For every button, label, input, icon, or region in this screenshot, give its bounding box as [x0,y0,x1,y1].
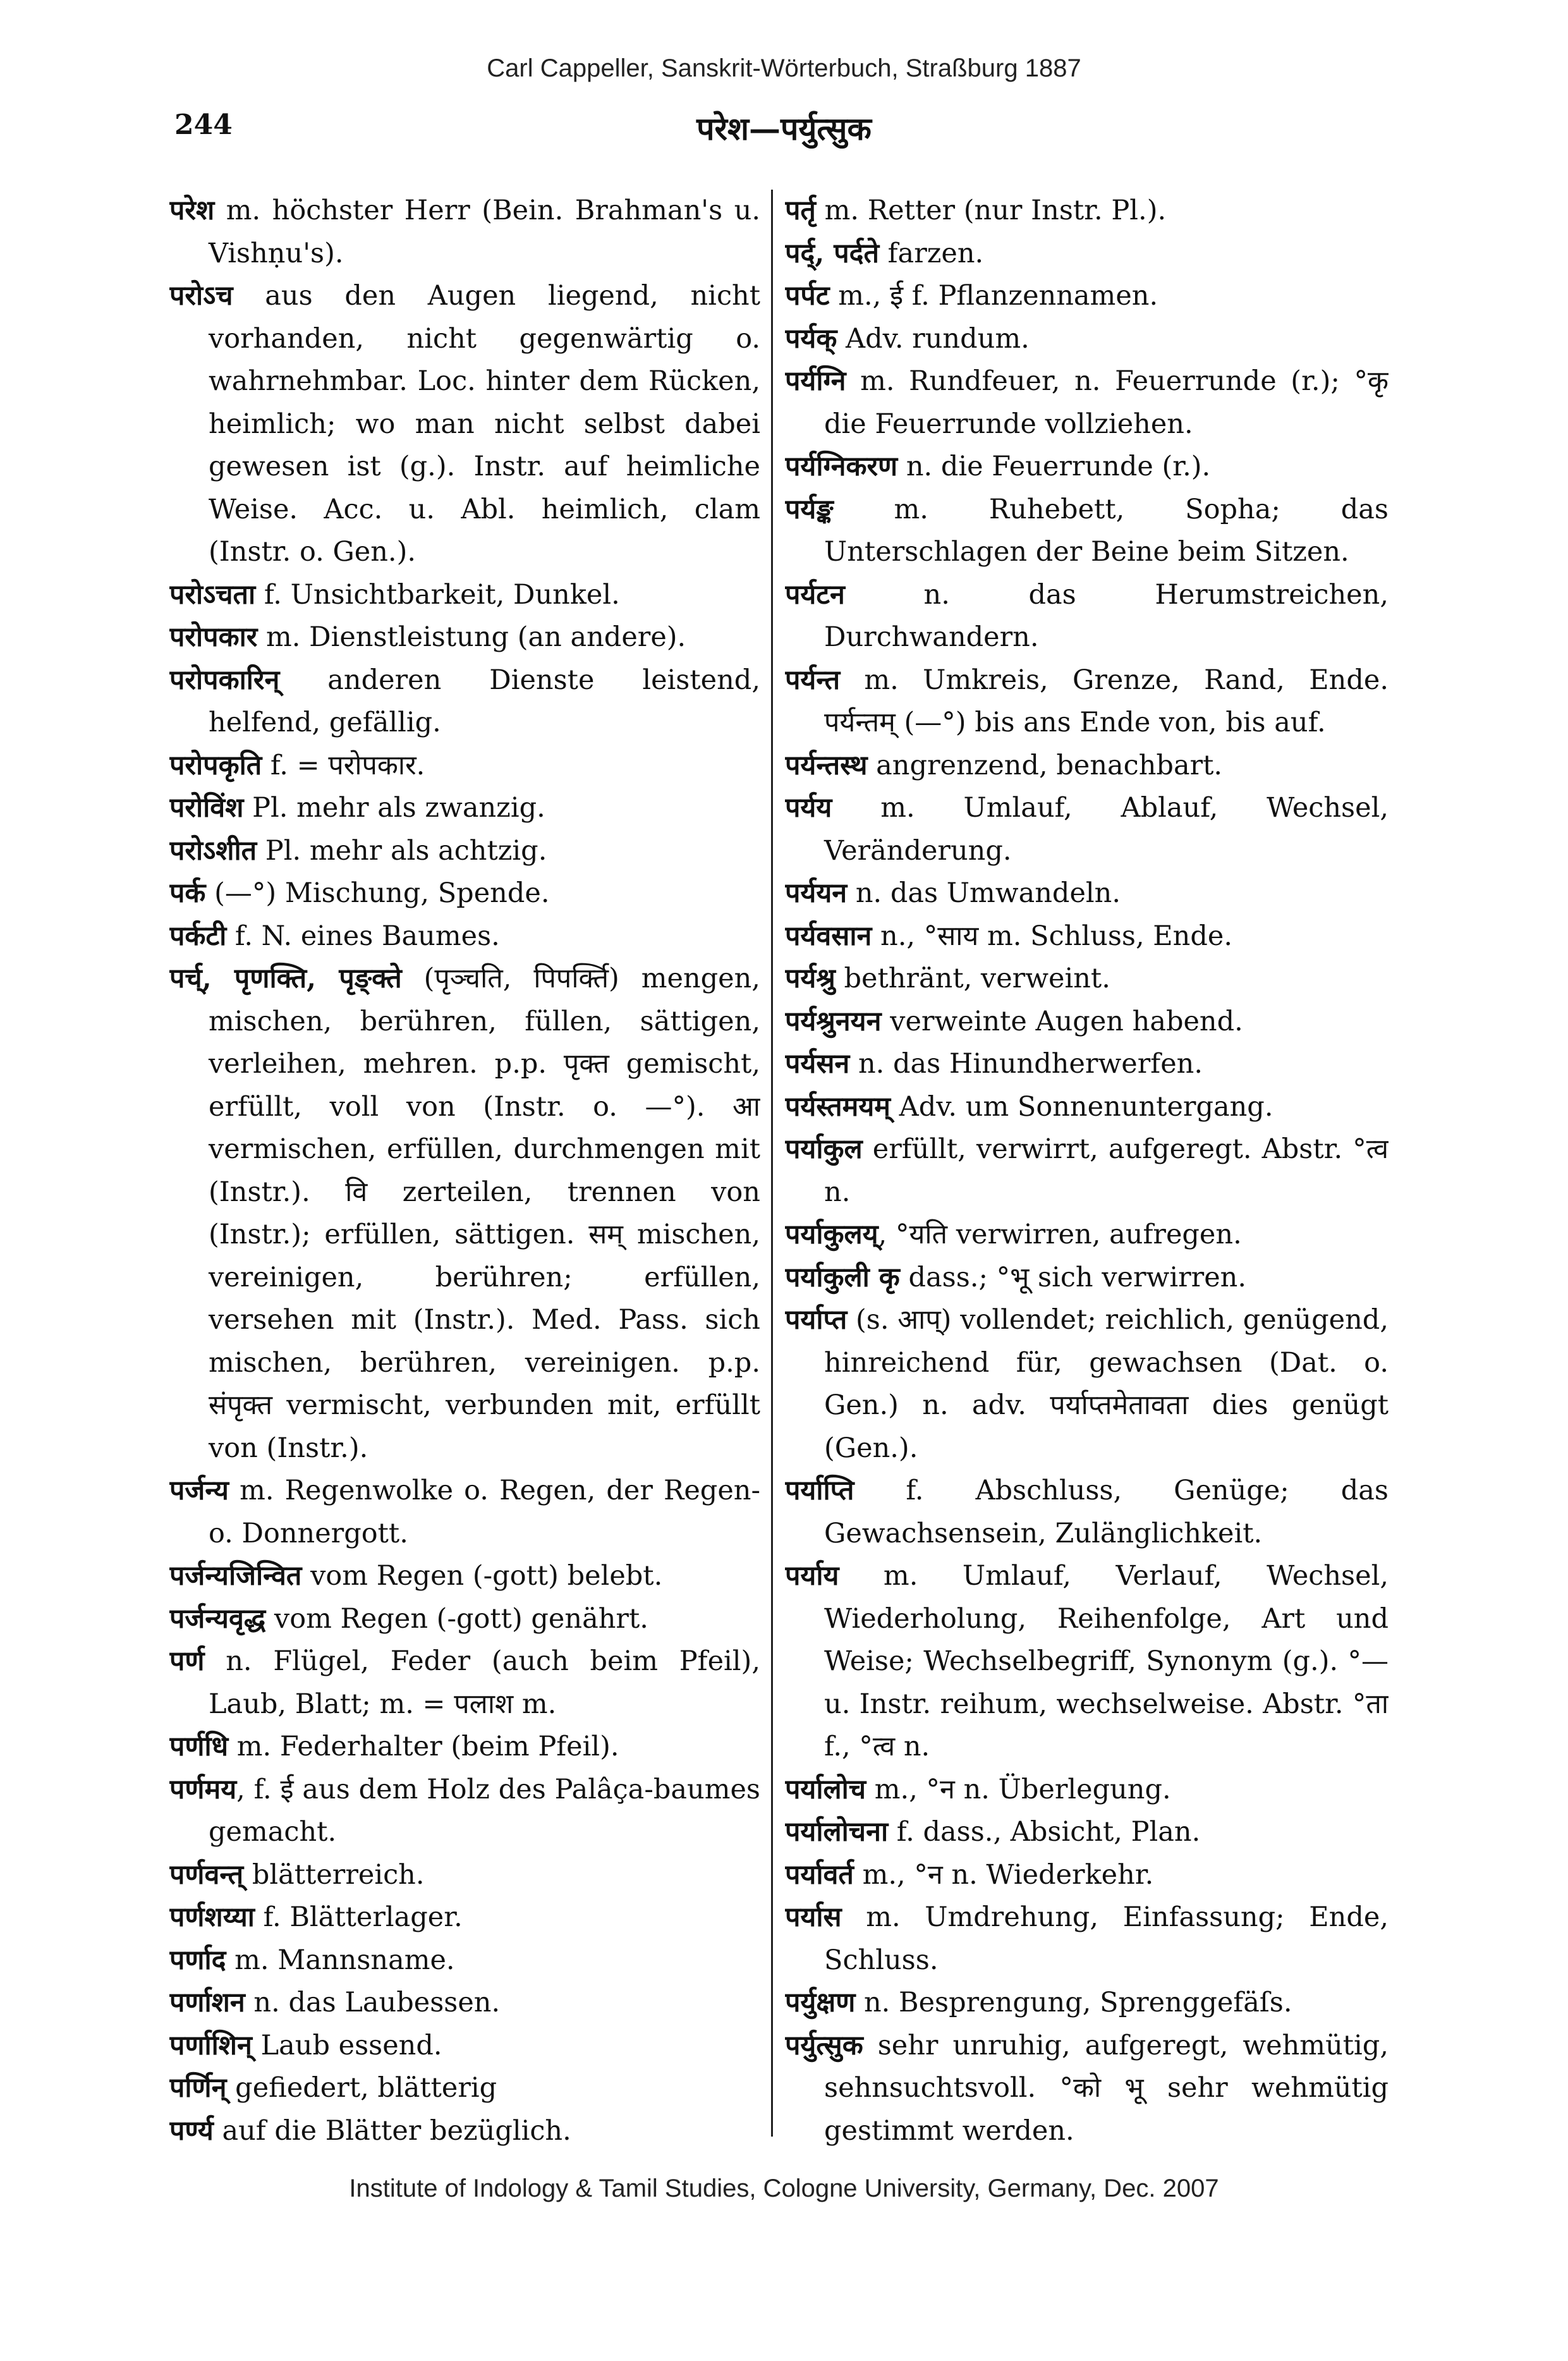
entry-definition: m. Federhalter (beim Pfeil). [228,1731,619,1762]
dictionary-entry [785,190,1389,233]
entry-headword: परोपकृति [169,749,262,781]
entry-headword: पर्याकुल [785,1133,863,1165]
entry-headword: पर्णाद [169,1944,226,1976]
dictionary-entry [169,2025,760,2068]
entry-definition: sehr unruhig, aufgeregt, wehmütig, sehnsuchtsvoll. °को भू sehr wehmütig gestimmt werden. [824,2029,1389,2147]
dictionary-entry [169,190,760,275]
entry-definition: f. Abschluss, Genüge; das Gewachsensein, Zulänglichkeit. [824,1475,1389,1549]
entry-definition: farzen. [878,237,984,269]
entry-definition: m. Umlauf, Verlauf, Wechsel, Wiederholung, Reihenfolge, Art und Weise; Wechselbegriff, Synonym (g.). °— u. Instr. reihum, wechselweise. Abstr. °ता f., °त्व n. [824,1560,1389,1762]
entry-headword: परोऽच [169,280,233,312]
entry-headword: परोऽचता [169,578,256,611]
entry-definition: (s. आप्) vollendet; reichlich, genügend, hinreichend für, gewachsen (Dat. o. Gen.) n. adv. पर्याप्तमेतावता dies genügt (Gen.). [824,1304,1389,1464]
dictionary-entry [169,1726,760,1769]
dictionary-entry [785,1128,1389,1214]
entry-headword: पर्णशय्या [169,1901,255,1933]
page-number: 244 [174,109,233,141]
dictionary-entry [169,915,760,958]
entry-definition: bethränt, verweint. [835,963,1110,994]
entry-definition: f. = परोपकार. [262,749,425,781]
entry-definition: n. das Herumstreichen, Durchwandern. [824,578,1389,653]
dictionary-entry [785,318,1389,361]
left-column [169,190,760,2149]
entry-headword: पर्कटी [169,920,227,952]
digitization-credit: Institute of Indology & Tamil Studies, Cologne University, Germany, Dec. 2007 [349,2175,1219,2202]
entry-headword: पर्यन्तस्थ [785,749,868,781]
entry-definition: vom Regen (-gott) belebt. [301,1560,663,1592]
dictionary-entry [785,1214,1389,1257]
entry-headword: पर्यसन [785,1048,850,1080]
dictionary-entry [785,745,1389,788]
entry-headword: पर्यालोच [785,1773,866,1805]
entry-headword: परोऽशीत [169,834,257,867]
entry-headword: पर्याप्ति [785,1475,854,1506]
dictionary-entry [169,1896,760,1939]
entry-definition: Adv. um Sonnenuntergang. [890,1090,1273,1123]
entry-headword: पर्णधि [169,1731,229,1762]
dictionary-entry [169,1982,760,2025]
entry-headword: पर्यवसान [785,920,872,952]
dictionary-entry [169,1555,760,1598]
entry-headword: परोपकार [169,621,258,653]
entry-definition: blätterreich. [243,1858,425,1891]
entry-definition: m. Retter (nur Instr. Pl.). [815,195,1167,226]
entry-headword: पर्ययन [785,877,848,909]
entry-definition: Pl. mehr als achtzig. [257,834,547,867]
entry-definition: (—°) Mischung, Spende. [205,877,550,909]
dictionary-entry [169,958,760,1470]
entry-definition: m. Rundfeuer, n. Feuerrunde (r.); °कृ die Feuerrunde vollziehen. [824,365,1389,440]
entry-headword: पर्युत्सुक [785,2029,863,2061]
entry-headword: पर्यङ्क [785,493,834,525]
entry-definition: m. Umkreis, Grenze, Rand, Ende. पर्यन्तम् (—°) bis ans Ende von, bis auf. [824,664,1389,738]
entry-headword: पर्युक्षण [785,1987,856,2018]
entry-definition: verweinte Augen habend. [881,1005,1243,1037]
dictionary-entry [785,1257,1389,1300]
entry-headword: पर्पट [785,280,830,312]
entry-headword: पर्जन्यवृद्ध [169,1602,266,1635]
entry-headword: पर्ण [169,1645,205,1677]
entry-definition: vom Regen (-gott) genährt. [265,1602,648,1635]
entry-headword: पर्यय [785,792,832,824]
entry-headword: पर्यावर्त [785,1858,854,1891]
dictionary-entry [785,958,1389,1001]
entry-headword: पर्ण्य [169,2114,214,2147]
dictionary-entry [785,1299,1389,1470]
entry-headword: पर्णिन् [169,2072,227,2104]
entry-definition: aus den Augen liegend, nicht vorhanden, nicht gegenwärtig o. wahrnehmbar. Loc. hinter dem Rücken, heimlich; wo man nicht selbst dabei gewesen ist (g.). Instr. auf heimliche Weise. Acc. u. Abl. heimlich, clam (Instr. o. Gen.). [209,280,760,568]
entry-headword: परोविंश [169,792,244,824]
dictionary-entry [785,1896,1389,1982]
dictionary-entry [169,275,760,574]
entry-definition: n. die Feuerrunde (r.). [897,451,1211,482]
entry-definition: (पृञ्चति, पिपर्क्ति) mengen, mischen, berühren, füllen, sättigen, verleihen, mehren. p.p. पृक्त gemischt, erfüllt, voll von (Instr. o. —°). आ vermischen, erfüllen, durchmengen mit (Instr.). वि zerteilen, trennen von (Instr.); erfüllen, sättigen. सम् mischen, vereinigen, berühren; erfüllen, versehen mit (Instr.). Med. Pass. sich mischen, berühren, vereinigen. p.p. संपृक्त vermischt, verbunden mit, erfüllt von (Instr.). [209,963,760,1464]
entry-definition: gefiedert, blätterig [226,2072,497,2104]
right-column [785,190,1389,2149]
dictionary-entry [785,1769,1389,1812]
dictionary-entry [785,1086,1389,1129]
dictionary-entry [169,1640,760,1726]
entry-headword: पर्याय [785,1560,839,1592]
entry-definition: f. dass., Absicht, Plan. [888,1816,1201,1848]
dictionary-entry [169,745,760,788]
entry-definition: m. Ruhebett, Sopha; das Unterschlagen der Beine beim Sitzen. [824,493,1389,568]
dictionary-entry [785,489,1389,574]
entry-headword: पर्च्, पृणक्ति, पृङ्क्ते [169,963,402,994]
entry-definition: n. das Laubessen. [245,1987,501,2018]
entry-definition: m. höchster Herr (Bein. Brahman's u. Vishṇu's). [209,195,760,269]
entry-headword: पर्णमय [169,1773,237,1805]
entry-definition: auf die Blätter bezüglich. [213,2114,571,2147]
entry-headword: पर्णवन्त् [169,1858,244,1891]
dictionary-entry [785,360,1389,446]
entry-definition: n. Besprengung, Sprenggefäſs. [855,1987,1292,2018]
dictionary-entry [785,2025,1389,2150]
entry-headword: पर्याकुलय् [785,1219,878,1250]
entry-definition: n., °साय m. Schluss, Ende. [872,920,1233,952]
entry-headword: पर्जन्य [169,1475,229,1506]
entry-definition: n. das Umwandeln. [847,877,1121,909]
dictionary-entry [785,275,1389,318]
dictionary-entry [785,1470,1389,1555]
dictionary-entry [785,233,1389,276]
entry-definition: m. Umlauf, Ablauf, Wechsel, Veränderung. [824,792,1389,867]
entry-definition: , f. ई aus dem Holz des Palâça-baumes gemacht. [209,1773,760,1848]
entry-headword: परेश [169,195,215,226]
entry-headword: पर्णाशिन् [169,2029,252,2061]
dictionary-entry [169,1769,760,1854]
entry-definition: f. Blätterlager. [254,1901,463,1933]
entry-headword: पर्यास [785,1901,842,1933]
dictionary-entry [169,787,760,830]
entry-definition: Laub essend. [252,2029,442,2061]
entry-definition: Adv. rundum. [837,322,1030,355]
dictionary-entry [169,2067,760,2110]
dictionary-entry [785,787,1389,872]
dictionary-entry [169,574,760,617]
dictionary-entry [169,659,760,745]
entry-headword: पर्णाशन [169,1987,245,2018]
entry-definition: dass.; °भू sich verwirren. [899,1261,1247,1293]
entry-definition: anderen Dienste leistend, helfend, gefällig. [209,664,760,738]
column-divider [771,190,773,2137]
dictionary-entry [785,1043,1389,1086]
entry-definition: m. Mannsname. [226,1944,455,1976]
dictionary-entry [169,1598,760,1641]
running-head: परेश—पर्युत्सुक [696,110,872,147]
entry-definition: m., °न n. Wiederkehr. [853,1858,1154,1891]
entry-definition: angrenzend, benachbart. [867,749,1223,781]
entry-headword: परोपकारिन् [169,664,280,696]
entry-definition: n. das Hinundherwerfen. [849,1048,1203,1080]
source-credit: Carl Cappeller, Sanskrit-Wörterbuch, Straßburg 1887 [487,54,1081,82]
entry-headword: पर्क [169,877,206,909]
entry-headword: पर्यन्त [785,664,841,696]
entry-definition: , °यति verwirren, aufregen. [878,1219,1242,1250]
dictionary-entry [785,1001,1389,1044]
dictionary-entry [169,872,760,915]
entry-definition: n. Flügel, Feder (auch beim Pfeil), Laub, Blatt; m. = पलाश m. [204,1645,760,1720]
entry-headword: पर्यश्रु [785,963,836,994]
entry-definition: m. Umdrehung, Einfassung; Ende, Schluss. [824,1901,1389,1976]
entry-definition: f. N. eines Baumes. [226,920,500,952]
entry-headword: पर्यग्निकरण [785,451,898,482]
dictionary-entry [169,616,760,659]
dictionary-entry [785,659,1389,745]
dictionary-entry [169,1854,760,1897]
entry-headword: पर्द्, पर्दते [785,237,879,269]
entry-definition: m. Dienstleistung (an andere). [257,621,686,653]
dictionary-entry [785,1811,1389,1854]
dictionary-entry [785,1854,1389,1897]
entry-headword: पर्यक् [785,322,837,355]
entry-headword: पर्तृ [785,195,816,226]
entry-definition: Pl. mehr als zwanzig. [243,792,545,824]
dictionary-entry [785,915,1389,958]
entry-headword: पर्यश्रुनयन [785,1005,882,1037]
entry-headword: पर्यटन [785,578,845,611]
dictionary-entry [785,1982,1389,2025]
entry-definition: m., °न n. Überlegung. [866,1773,1171,1805]
dictionary-entry [169,830,760,873]
dictionary-entry [785,574,1389,659]
entry-headword: पर्यग्नि [785,365,846,397]
dictionary-entry [785,446,1389,489]
dictionary-entry [169,1939,760,1982]
entry-headword: पर्जन्यजिन्वित [169,1560,302,1592]
entry-definition: f. Unsichtbarkeit, Dunkel. [255,578,620,611]
entry-headword: पर्याप्त [785,1304,848,1336]
entry-definition: m., ई f. Pflanzennamen. [829,280,1158,312]
dictionary-entry [169,2110,760,2150]
entry-headword: पर्यस्तमयम् [785,1090,890,1123]
dictionary-entry [785,872,1389,915]
entry-definition: m. Regenwolke o. Regen, der Regen- o. Donnergott. [209,1475,760,1549]
dictionary-entry [785,1555,1389,1769]
entry-definition: erfüllt, verwirrt, aufgeregt. Abstr. °त्व n. [824,1133,1389,1208]
dictionary-entry [169,1470,760,1555]
entry-headword: पर्याकुली कृ [785,1261,900,1293]
entry-headword: पर्यालोचना [785,1816,889,1848]
